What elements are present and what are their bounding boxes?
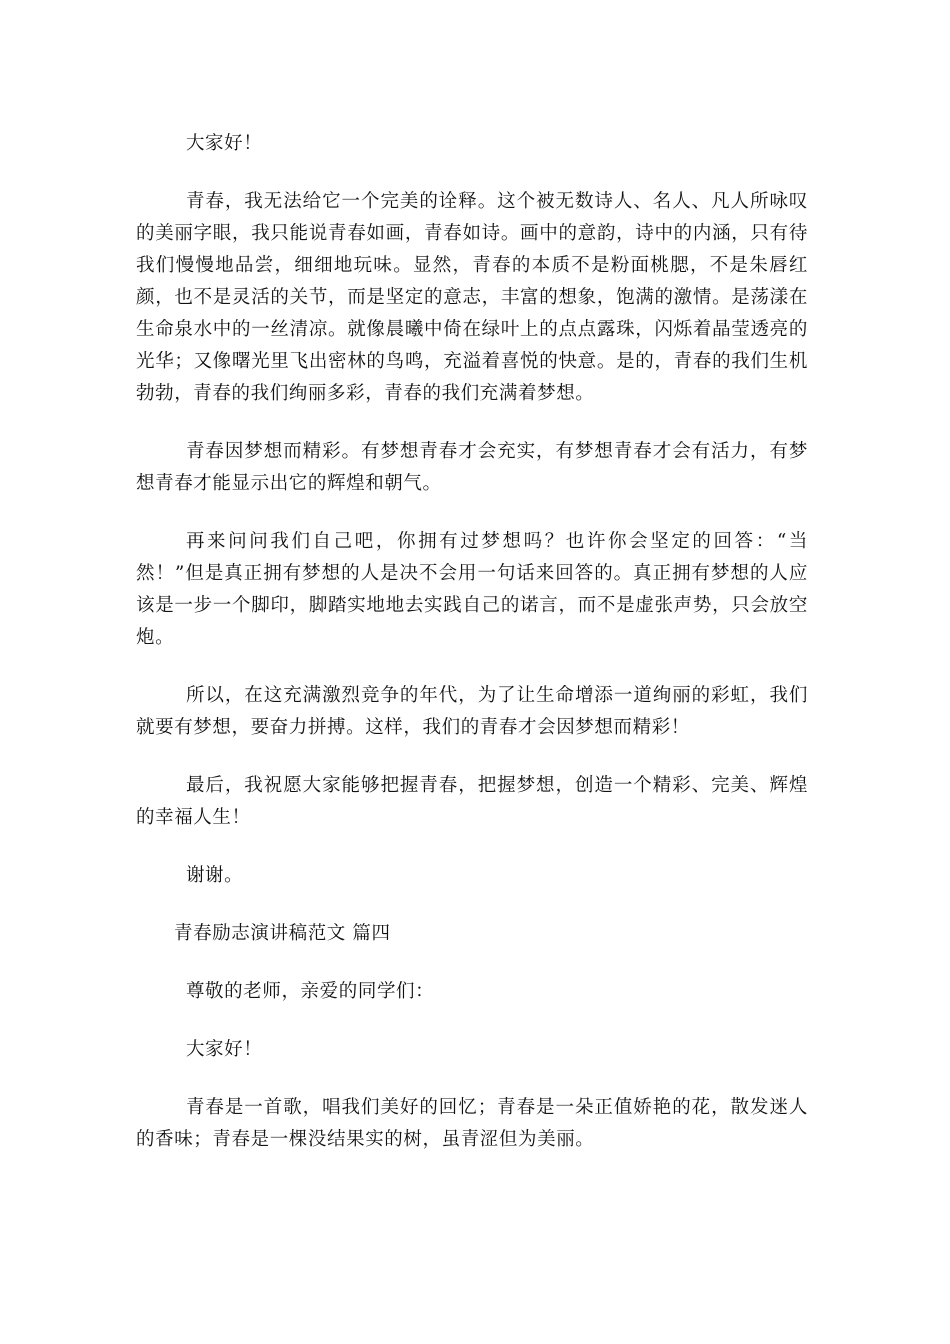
paragraph-therefore: 所以，在这充满激烈竞争的年代，为了让生命增添一道绚丽的彩虹，我们就要有梦想，要奋力拼搏。这样，我们的青春才会因梦想而精彩！: [136, 685, 808, 738]
paragraph-ask-ourselves: 再来问问我们自己吧，你拥有过梦想吗？也许你会坚定的回答：“当然！”但是真正拥有梦想的人是决不会用一句话来回答的。真正拥有梦想的人应该是一步一个脚印，脚踏实地地去实践自己的诺言，而不是虚张声势，只会放空炮。: [136, 531, 808, 648]
paragraph-dream-splendid: 青春因梦想而精彩。有梦想青春才会充实，有梦想青春才会有活力，有梦想青春才能显示出它的辉煌和朝气。: [136, 441, 808, 494]
document-page: [136, 128, 808, 1182]
paragraph-wishes: 最后，我祝愿大家能够把握青春，把握梦想，创造一个精彩、完美、辉煌的幸福人生！: [136, 775, 808, 828]
paragraph-greeting: 大家好！: [185, 133, 263, 154]
paragraph-youth-definition: 青春，我无法给它一个完美的诠释。这个被无数诗人、名人、凡人所咏叹的美丽字眼，我只能说青春如画，青春如诗。画中的意韵，诗中的内涵，只有待我们慢慢地品尝，细细地玩味。显然，青春的本质不是粉面桃腮，不是朱唇红颜，也不是灵活的关节，而是坚定的意志，丰富的想象，饱满的激情。是荡漾在生命泉水中的一丝清凉。就像晨曦中倚在绿叶上的点点露珠，闪烁着晶莹透亮的光华；又像曙光里飞出密林的鸟鸣，充溢着喜悦的快意。是的，青春的我们生机勃勃，青春的我们绚丽多彩，青春的我们充满着梦想。: [136, 191, 808, 404]
paragraph-thanks: 谢谢。: [185, 865, 244, 886]
paragraph-salutation: 尊敬的老师，亲爱的同学们：: [185, 981, 435, 1002]
paragraph-greeting-2: 大家好！: [185, 1039, 263, 1060]
paragraph-youth-song: 青春是一首歌，唱我们美好的回忆；青春是一朵正值娇艳的花，散发迷人的香味；青春是一棵没结果实的树，虽青涩但为美丽。: [136, 1097, 808, 1150]
section-title: 青春励志演讲稿范文 篇四: [174, 923, 391, 944]
